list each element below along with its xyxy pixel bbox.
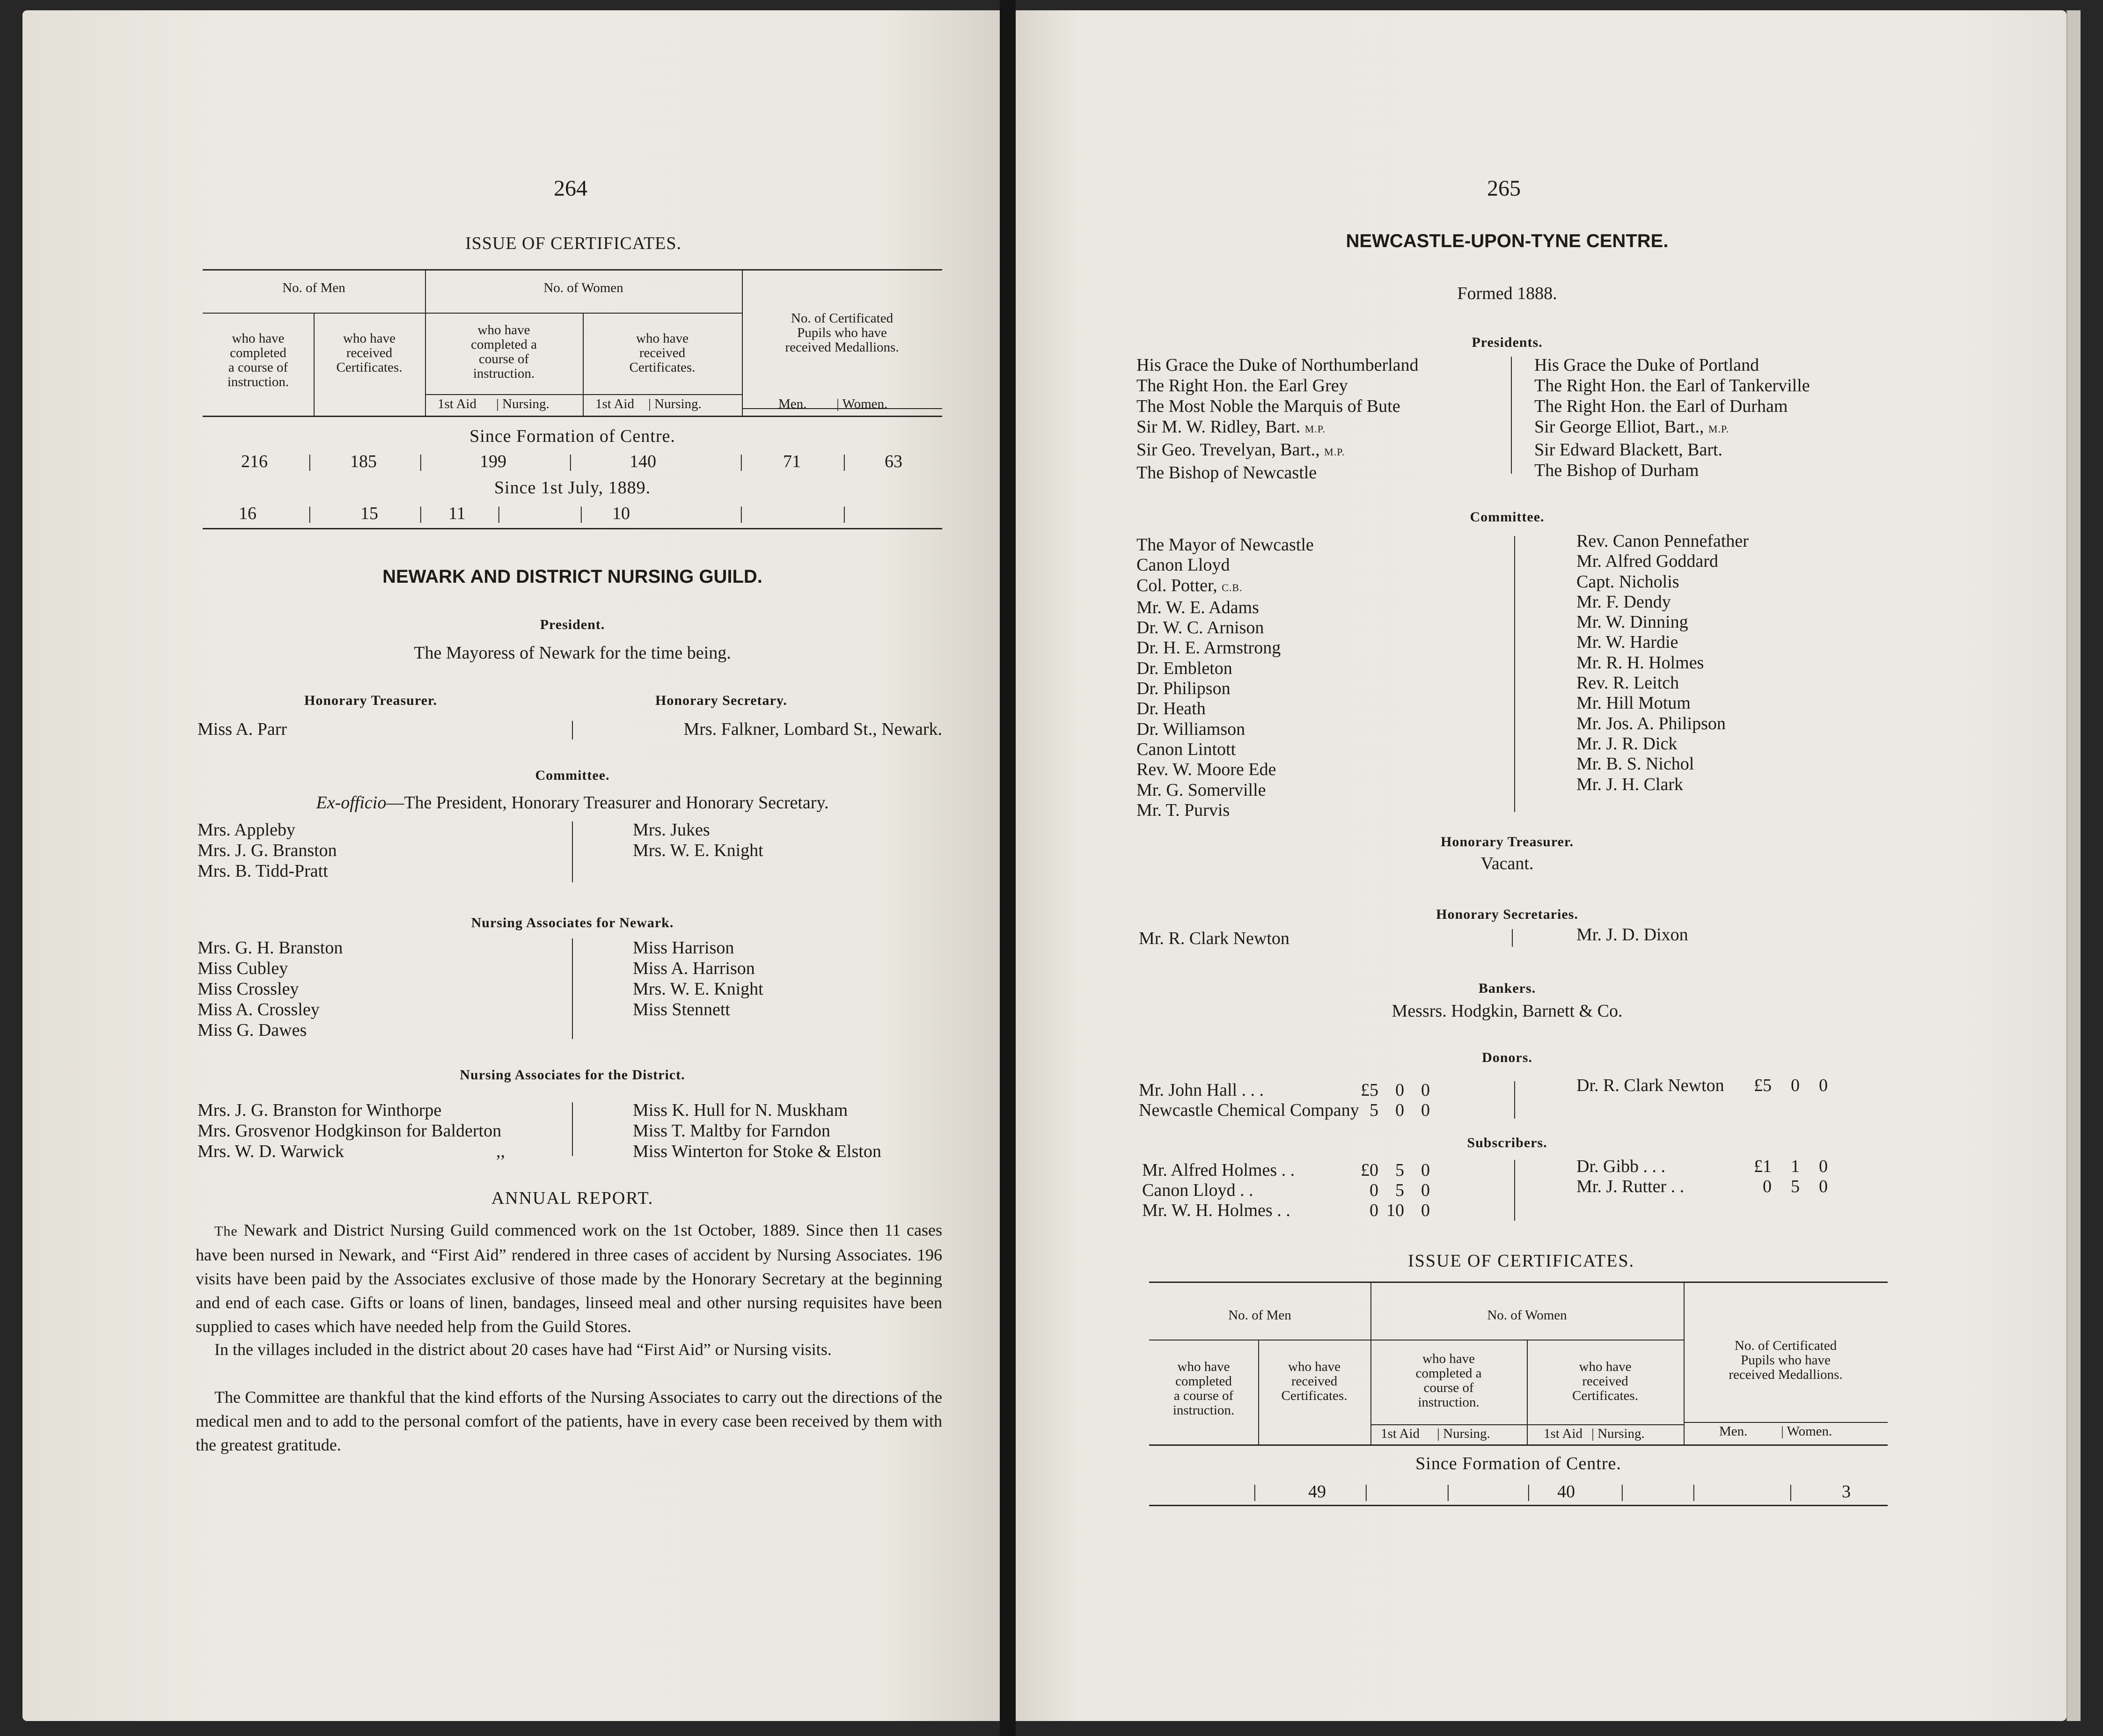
sep: |	[1692, 1482, 1696, 1502]
sep: |	[308, 452, 312, 471]
sub-s: 10	[1386, 1201, 1404, 1220]
since-formation: Since Formation of Centre.	[469, 426, 675, 446]
sub-d: 0	[1421, 1160, 1430, 1180]
treasurer-heading-r: Honorary Treasurer.	[1441, 834, 1574, 850]
annual-report-heading: ANNUAL REPORT.	[491, 1188, 654, 1208]
sub-name: Mr. W. H. Holmes . .	[1142, 1201, 1290, 1220]
guild-title: NEWARK AND DISTRICT NURSING GUILD.	[382, 566, 762, 587]
hdr-men: Men.	[778, 396, 807, 411]
sep: |	[497, 504, 501, 523]
cell: 199	[480, 452, 506, 471]
hdr-women-received: who have received Certificates.	[629, 331, 696, 375]
secretary-right: Mr. J. D. Dixon	[1576, 925, 1688, 945]
secretaries-heading: Honorary Secretaries.	[1436, 907, 1578, 922]
ex-officio: Ex-officio—The President, Honorary Treasurer and Honorary Secretary.	[316, 793, 829, 813]
sep: |	[1620, 1482, 1624, 1502]
bankers: Messrs. Hodgkin, Barnett & Co.	[1392, 1001, 1623, 1021]
donor-d: 0	[1819, 1076, 1828, 1095]
sub-l: 0	[1370, 1180, 1378, 1200]
page-edge	[2066, 10, 2081, 1721]
president: The Mayoress of Newark for the time being.	[414, 643, 731, 663]
committee-heading: Committee.	[535, 768, 610, 783]
sub-s: 5	[1395, 1160, 1404, 1180]
sub-d: 0	[1421, 1201, 1430, 1220]
sub-name: Mr. Alfred Holmes . .	[1142, 1160, 1295, 1180]
hdr-women-completed-r: who have completed a course of instruction.	[1415, 1351, 1482, 1410]
sep: |	[1364, 1482, 1368, 1502]
sep: |	[740, 504, 743, 523]
donor-name: Mr. John Hall . . .	[1139, 1080, 1264, 1100]
sep: |	[569, 452, 572, 471]
committee-right-r: Rev. Canon Pennefather Mr. Alfred Goddard Capt. Nicholis Mr. F. Dendy Mr. W. Dinning Mr. W. Hardie Mr. R. H. Holmes Rev. R. Leitch Mr. Hill Motum Mr. Jos. A. Philipson Mr. J. R. Dick Mr. B. S. Nichol Mr. J. H. Clark	[1576, 531, 1749, 794]
nursing-district-heading: Nursing Associates for the District.	[460, 1067, 685, 1083]
cell: 11	[448, 504, 466, 523]
donors-heading: Donors.	[1482, 1050, 1532, 1065]
donor-s: 0	[1395, 1080, 1404, 1100]
sub-s: 5	[1395, 1180, 1404, 1200]
subscribers-heading: Subscribers.	[1467, 1135, 1547, 1150]
cert-title-r: ISSUE OF CERTIFICATES.	[1407, 1251, 1635, 1271]
hdr-nursing-2: | Nursing.	[648, 396, 702, 411]
hdr-women-r: | Women.	[1781, 1424, 1832, 1439]
secretary: Mrs. Falkner, Lombard St., Newark.	[683, 719, 942, 739]
committee-heading-r: Committee.	[1470, 509, 1545, 525]
cell: 71	[783, 452, 801, 471]
hdr-women-completed: who have completed a course of instruction.	[471, 322, 537, 381]
cell: 49	[1308, 1482, 1326, 1502]
sub-d: 0	[1819, 1157, 1828, 1176]
sub-l: £0	[1361, 1160, 1378, 1180]
cell: 185	[350, 452, 377, 471]
sub-l: 0	[1763, 1177, 1772, 1196]
hdr-first-aid-r2: 1st Aid	[1544, 1426, 1583, 1441]
sub-name: Dr. Gibb . . .	[1576, 1157, 1665, 1176]
book-spine	[1000, 0, 1016, 1736]
donor-l: £5	[1361, 1080, 1378, 1100]
sub-l: 0	[1370, 1201, 1378, 1220]
nursing-district-left: Mrs. J. G. Branston for Winthorpe Mrs. Grosvenor Hodgkinson for Balderton Mrs. W. D. Warwick ,,	[198, 1100, 505, 1161]
president-heading: President.	[540, 617, 605, 632]
presidents-left: His Grace the Duke of Northumberland The Right Hon. the Earl Grey The Most Noble the Marquis of Bute Sir M. W. Ridley, Bart. M.P. Sir Geo. Trevelyan, Bart., M.P. The Bishop of Newcastle	[1136, 355, 1419, 483]
committee-right: Mrs. Jukes Mrs. W. E. Knight	[633, 820, 763, 860]
hdr-medallions-r: No. of Certificated Pupils who have received Medallions.	[1729, 1338, 1843, 1382]
centre-title: NEWCASTLE-UPON-TYNE CENTRE.	[1346, 231, 1669, 251]
hdr-men-r: Men.	[1719, 1424, 1748, 1439]
hdr-no-men: No. of Men	[282, 280, 345, 295]
nursing-newark-heading: Nursing Associates for Newark.	[471, 915, 674, 930]
cell: 15	[360, 504, 378, 523]
donor-s: 0	[1395, 1100, 1404, 1120]
hdr-nursing-r2: | Nursing.	[1591, 1426, 1645, 1441]
sub-name: Mr. J. Rutter . .	[1576, 1177, 1685, 1196]
sub-s: 1	[1791, 1157, 1800, 1176]
hdr-men-completed-r: who have completed a course of instruction.	[1172, 1359, 1235, 1418]
since-formation-r: Since Formation of Centre.	[1415, 1454, 1621, 1473]
nursing-district-right: Miss K. Hull for N. Muskham Miss T. Maltby for Farndon Miss Winterton for Stoke & Elston	[633, 1100, 881, 1161]
sub-name: Canon Lloyd . .	[1142, 1180, 1253, 1200]
page-number-265: 265	[1487, 176, 1521, 201]
donor-d: 0	[1421, 1100, 1430, 1120]
sep: |	[419, 452, 423, 471]
hdr-men-completed: who have completed a course of instruction.	[227, 331, 289, 389]
sep: |	[579, 504, 583, 523]
donor-l: £5	[1754, 1076, 1772, 1095]
report-paragraph-3: The Committee are thankful that the kind efforts of the Nursing Associates to carry out the directions of the medical men and to add to the personal comfort of the patients, have in every case been received by them with the greatest gratitude.	[196, 1388, 942, 1454]
cell: 10	[612, 504, 630, 523]
sub-s: 5	[1791, 1177, 1800, 1196]
left-page	[22, 10, 1000, 1721]
sep: |	[843, 504, 846, 523]
donor-s: 0	[1791, 1076, 1800, 1095]
sep: |	[419, 504, 423, 523]
donor-name: Newcastle Chemical Company	[1139, 1100, 1359, 1120]
nursing-newark-left: Mrs. G. H. Branston Miss Cubley Miss Crossley Miss A. Crossley Miss G. Dawes	[198, 938, 343, 1040]
sub-d: 0	[1819, 1177, 1828, 1196]
hdr-no-women-r: No. of Women	[1487, 1308, 1567, 1323]
sep: |	[843, 452, 846, 471]
cell: 63	[885, 452, 902, 471]
nursing-newark-right: Miss Harrison Miss A. Harrison Mrs. W. E. Knight Miss Stennett	[633, 938, 763, 1019]
secretary-heading: Honorary Secretary.	[655, 693, 787, 708]
hdr-medallions: No. of Certificated Pupils who have received Medallions.	[785, 311, 899, 355]
sep: |	[1789, 1482, 1793, 1502]
treasurer: Miss A. Parr	[198, 719, 287, 739]
hdr-nursing: | Nursing.	[496, 396, 550, 411]
hdr-women: | Women.	[836, 396, 888, 411]
cell: 216	[241, 452, 268, 471]
report-paragraph-2: In the villages included in the district about 20 cases have had “First Aid” or Nursing visits.	[214, 1340, 832, 1359]
hdr-men-received-r: who have received Certificates.	[1281, 1359, 1348, 1403]
sep: |	[1527, 1482, 1531, 1502]
committee-left-r: The Mayor of Newcastle Canon Lloyd Col. Potter, C.B. Mr. W. E. Adams Dr. W. C. Arnison Dr. H. E. Armstrong Dr. Embleton Dr. Philipson Dr. Heath Dr. Williamson Canon Lintott Rev. W. Moore Ede Mr. G. Somerville Mr. T. Purvis	[1136, 535, 1314, 820]
presidents-heading: Presidents.	[1472, 335, 1543, 350]
committee-left: Mrs. Appleby Mrs. J. G. Branston Mrs. B. Tidd-Pratt	[198, 820, 337, 881]
secretary-left: Mr. R. Clark Newton	[1139, 929, 1290, 948]
hdr-women-received-r: who have received Certificates.	[1572, 1359, 1638, 1403]
cert-title: ISSUE OF CERTIFICATES.	[465, 234, 682, 253]
cell: 16	[239, 504, 256, 523]
donor-l: 5	[1370, 1100, 1378, 1120]
hdr-first-aid-r: 1st Aid	[1381, 1426, 1420, 1441]
sep: |	[1446, 1482, 1450, 1502]
treasurer-heading: Honorary Treasurer.	[304, 693, 437, 708]
cell: 40	[1557, 1482, 1575, 1502]
hdr-first-aid: 1st Aid	[438, 396, 476, 411]
treasurer-r: Vacant.	[1480, 854, 1534, 873]
donor-d: 0	[1421, 1080, 1430, 1100]
page-number-264: 264	[554, 176, 587, 201]
report-paragraph-1: The Newark and District Nursing Guild commenced work on the 1st October, 1889. Since then 11 cases have been nursed in Newark, and “First Aid” rendered in three cases of accident by Nursing Associates. 196 visits have been paid by the Associates exclusive of those made by the Honorary Secretary at the beginning and end of each case. Gifts or loans of linen, bandages, linseed meal and other nursing requisites have been supplied to cases which have needed help from the Guild Stores.	[196, 1221, 942, 1336]
sub-l: £1	[1754, 1157, 1772, 1176]
hdr-first-aid-2: 1st Aid	[595, 396, 634, 411]
hdr-no-men-r: No. of Men	[1228, 1308, 1291, 1323]
sep: |	[308, 504, 312, 523]
presidents-right: His Grace the Duke of Portland The Right Hon. the Earl of Tankerville The Right Hon. the Earl of Durham Sir George Elliot, Bart., M.P. Sir Edward Blackett, Bart. The Bishop of Durham	[1534, 355, 1810, 480]
cell: 140	[630, 452, 656, 471]
bankers-heading: Bankers.	[1478, 981, 1536, 996]
formed: Formed 1888.	[1457, 284, 1557, 303]
sep: |	[740, 452, 743, 471]
hdr-nursing-r: | Nursing.	[1437, 1426, 1490, 1441]
hdr-no-women: No. of Women	[543, 280, 623, 295]
since-july: Since 1st July, 1889.	[494, 478, 651, 498]
cell: 3	[1842, 1482, 1851, 1502]
donor-name: Dr. R. Clark Newton	[1576, 1076, 1724, 1095]
hdr-men-received: who have received Certificates.	[336, 331, 403, 375]
sep: |	[1253, 1482, 1257, 1502]
sub-d: 0	[1421, 1180, 1430, 1200]
